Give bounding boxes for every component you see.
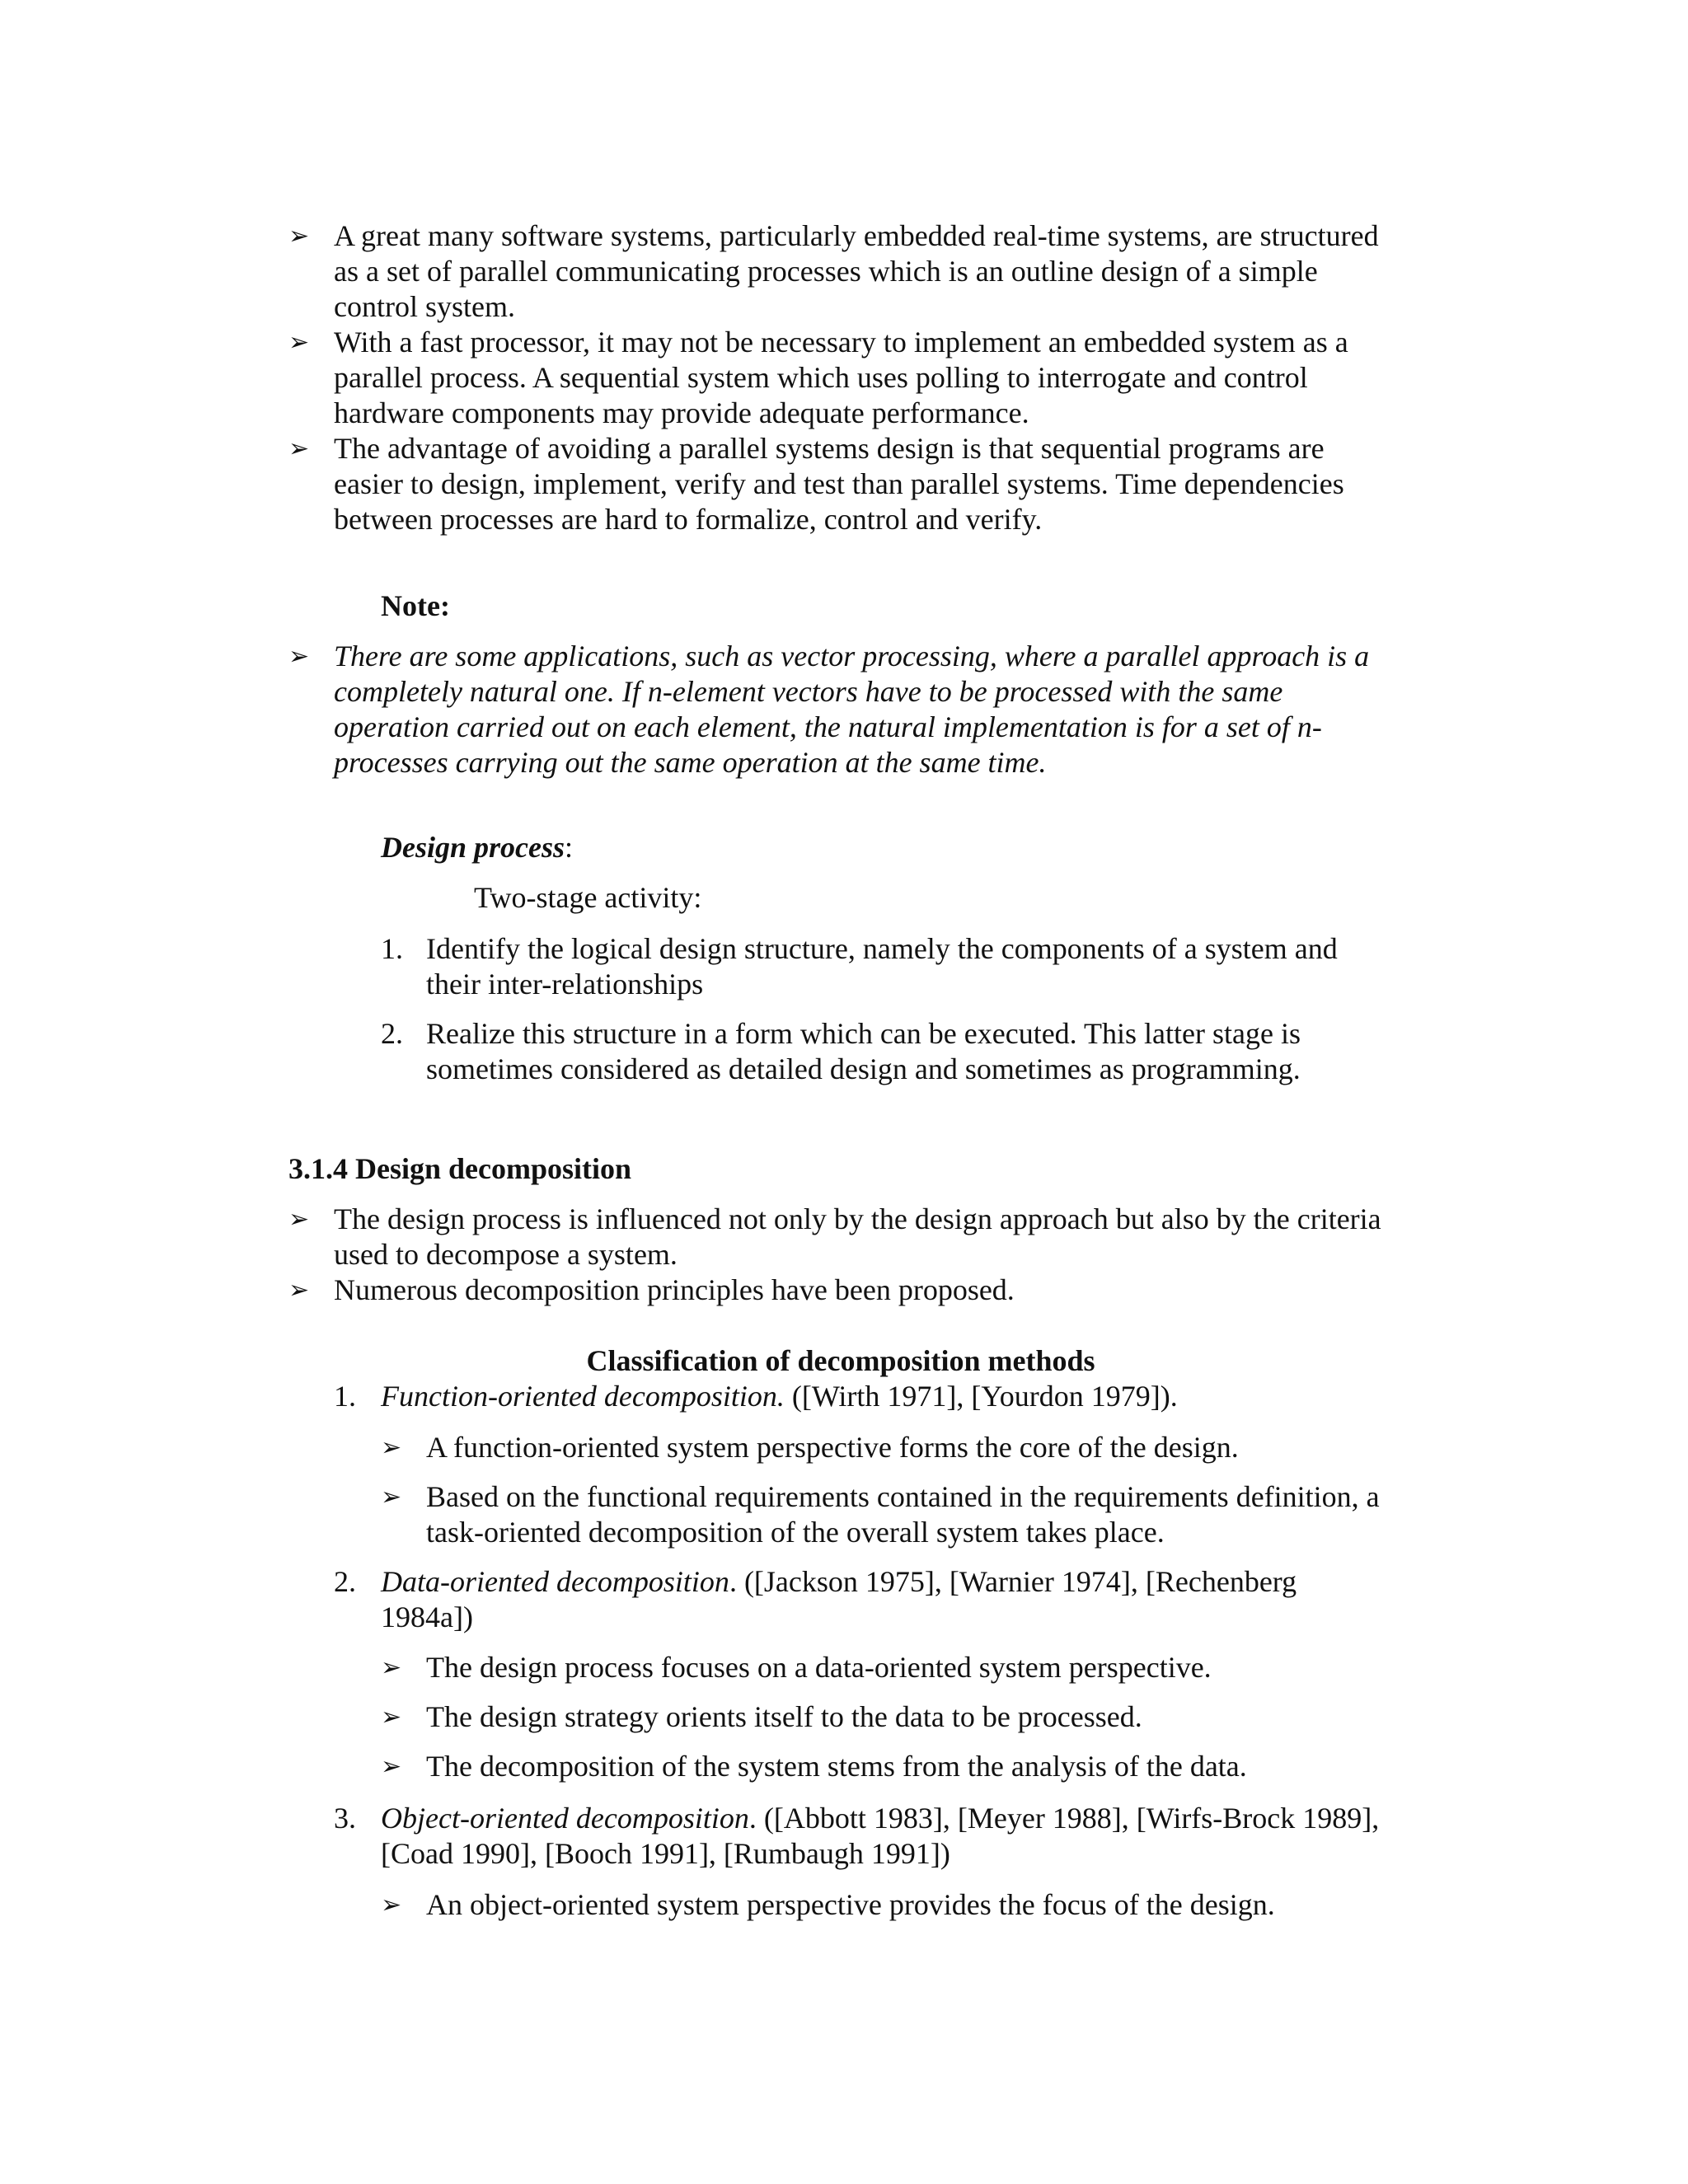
method-text	[381, 1564, 1393, 1635]
item-text: Identify the logical design structure, namely the components of a system and their inter-relationships	[426, 932, 1338, 1001]
bullet-arrow-icon: ➢	[381, 1433, 402, 1462]
method-refs: . ([Jackson 1975], [Warnier 1974], [Rechenberg 1984a])	[381, 1565, 1297, 1633]
bullet-text: A function-oriented system perspective forms the core of the design.	[426, 1431, 1239, 1464]
method-name: Function-oriented decomposition.	[381, 1380, 785, 1413]
item-text: Realize this structure in a form which can be executed. This latter stage is sometimes considered as detailed design and sometimes as programming.	[426, 1017, 1301, 1085]
method-text	[381, 1801, 1393, 1872]
bullet-arrow-icon: ➢	[288, 642, 310, 671]
bullet-arrow-icon: ➢	[381, 1653, 402, 1682]
item-number: 1.	[381, 932, 403, 965]
bullet-arrow-icon: ➢	[381, 1891, 402, 1919]
bullet-arrow-icon: ➢	[381, 1483, 402, 1511]
design-process-subheading: Two-stage activity:	[474, 881, 702, 914]
bullet-arrow-icon: ➢	[288, 222, 310, 251]
note-heading: Note:	[381, 589, 450, 622]
item-number: 1.	[334, 1380, 356, 1413]
method-name: Data-oriented decomposition	[381, 1565, 729, 1598]
bullet-text: An object-oriented system perspective provides the focus of the design.	[426, 1888, 1275, 1921]
bullet-arrow-icon: ➢	[288, 328, 310, 357]
bullet-text: Numerous decomposition principles have been proposed.	[334, 1273, 1015, 1306]
bullet-text: The decomposition of the system stems from the analysis of the data.	[426, 1750, 1247, 1783]
item-number: 3.	[334, 1802, 356, 1835]
bullet-arrow-icon: ➢	[288, 1276, 310, 1305]
bullet-arrow-icon: ➢	[288, 1205, 310, 1234]
method-text	[381, 1379, 1393, 1414]
note-text: There are some applications, such as vector processing, where a parallel approach is a completely natural one. If n-element vectors have to be processed with the same operation carried out on each element, the natural implementation is for a set of n-processes carrying out the same operation at the same time.	[334, 640, 1370, 779]
design-process-colon: :	[565, 831, 574, 864]
bullet-arrow-icon: ➢	[381, 1703, 402, 1732]
method-refs: . ([Abbott 1983], [Meyer 1988], [Wirfs-Brock 1989], [Coad 1990], [Booch 1991], [Rumbaugh 1991])	[381, 1802, 1380, 1870]
classification-heading: Classification of decomposition methods	[586, 1344, 1095, 1377]
bullet-text: A great many software systems, particularly embedded real-time systems, are structured as a set of parallel communicating processes which is an outline design of a simple control system.	[334, 219, 1379, 323]
bullet-text: The advantage of avoiding a parallel systems design is that sequential programs are easier to design, implement, verify and test than parallel systems. Time dependencies between processes are hard to formalize, control and verify.	[334, 432, 1344, 536]
method-name: Object-oriented decomposition	[381, 1802, 749, 1835]
bullet-text: With a fast processor, it may not be necessary to implement an embedded system as a parallel process. A sequential system which uses polling to interrogate and control hardware components may provide adequate performance.	[334, 326, 1348, 429]
bullet-text: Based on the functional requirements contained in the requirements definition, a task-oriented decomposition of the overall system takes place.	[426, 1480, 1380, 1549]
bullet-text: The design process is influenced not only by the design approach but also by the criteria used to decompose a system.	[334, 1202, 1381, 1271]
design-process-title: Design process	[381, 831, 565, 864]
item-number: 2.	[381, 1017, 403, 1050]
bullet-text: The design strategy orients itself to the data to be processed.	[426, 1700, 1142, 1733]
bullet-arrow-icon: ➢	[288, 434, 310, 463]
section-heading: 3.1.4 Design decomposition	[288, 1152, 632, 1185]
bullet-arrow-icon: ➢	[381, 1752, 402, 1781]
method-refs: ([Wirth 1971], [Yourdon 1979]).	[784, 1380, 1178, 1413]
design-process-heading	[381, 830, 573, 865]
bullet-text: The design process focuses on a data-oriented system perspective.	[426, 1651, 1212, 1684]
item-number: 2.	[334, 1565, 356, 1598]
